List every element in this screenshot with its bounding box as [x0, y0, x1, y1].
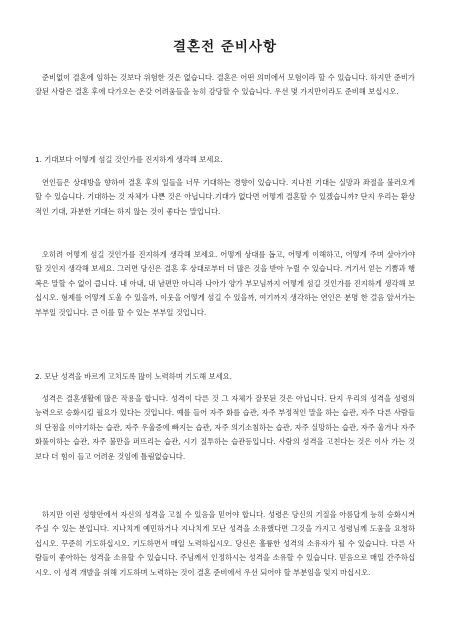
section-1-heading: 1. 기대보다 어떻게 섬길 것인가를 진지하게 생각해 보세요. — [35, 155, 223, 164]
section-2-paragraph-2: 하지만 이런 성향안에서 자신의 성격을 고칠 수 있음을 믿어야 합니다. 성령은 당신의 기질을 아름답게 능히 승화시켜 주실 수 있는 분입니다. 지나치게 예민하거나 지나치게 모난 성격을 소유했다면 그것을 가지고 성령님께 도움을 요청하십시오. 꾸준히 기도하십시오. 기도하면서 매일 노력하십시오. 당신은 훌륭한 성격의 소유자가 될 수 있습니다. 다른 사람들이 좋아하는 성격을 소유할 수 있습니다. 주님께서 인정하시는 성격을 소유할 수 있습니다. 믿음으로 매일 간주하십시오. 이 성격 개발을 위해 기도하며 노력하는 것이 결혼 준비에서 우선 되어야 할 부분임을 잊지 마십시오. — [35, 510, 415, 577]
section-2-heading: 2. 모난 성격을 바르게 고치도록 많이 노력하며 기도해 보세요. — [35, 372, 233, 381]
page-title: 결혼전 준비사항 — [173, 39, 277, 55]
intro-paragraph: 준비없이 결혼에 임하는 것보다 위험한 것은 없습니다. 결혼은 어떤 의미에서 모험이라 할 수 있습니다. 하지만 준비가 잘된 사람은 결혼 후에 다가오는 온갖 어려움들을 능히 감당할 수 있습니다. 우선 몇 가지만이라도 준비해 보십시오. — [35, 73, 415, 97]
section-1-paragraph-1: 연인들은 상대방을 향하여 결혼 후의 일들을 너무 기대하는 경향이 있습니다. 지나친 기대는 실망과 좌절을 불러오게 할 수 있습니다. 기대하는 것 자체가 나쁜 것은 아닙니다.기대가 없다면 어떻게 결혼할 수 있겠습니까? 단지 우리는 환상적인 기대, 과분한 기대는 하지 않는 것이 좋다는 말입니다. — [35, 178, 415, 216]
section-1-paragraph-2: 오히려 어떻게 섬길 것인가를 진지하게 생각해 보세요. 어떻게 상대를 돕고, 어떻게 이해하고, 어떻게 주며 살아가야 할 것인지 생각해 보세요. 그러면 당신은 결혼 후 상대로부터 더 많은 것을 받아 누릴 수 있습니다. 거기서 얻는 기쁨과 행복은 말할 수 없이 큽니다. 내 아내, 내 남편만 아니라 나아가 양가 부모님까지 어떻게 섬길 것인가를 진지하게 생각해 보십시오. 형제를 어떻게 도울 수 있을까, 이웃을 어떻게 섬길 수 있을까, 여기까지 생각하는 연인은 분명 한 걸음 앞서가는 부부일 것입니다. 큰 이를 할 수 있는 부부일 것입니다. — [35, 250, 415, 317]
section-2-paragraph-1: 성격은 결혼생활에 많은 작용을 합니다. 성격이 다른 것 그 자체가 잘못된 것은 아닙니다. 단지 우리의 성격을 성령의 능력으로 승화시킬 필요가 있다는 것입니다. 예를 들어 자주 화를 습관, 자주 부정적인 말을 하는 습관, 자주 다른 사람들의 단점을 이야기하는 습관, 자주 우울증에 빠지는 습관, 자주 의기소침하는 습관, 자주 실망하는 습관, 자주 울거나 자주 화풀이하는 습관, 자주 불만을 퍼뜨리는 습관, 시기 질투하는 습관등입니다. 사람의 성격을 고친다는 것은 이사 가는 것보다 더 힘이 들고 어려운 것임에 틀림없습니다. — [35, 394, 415, 461]
